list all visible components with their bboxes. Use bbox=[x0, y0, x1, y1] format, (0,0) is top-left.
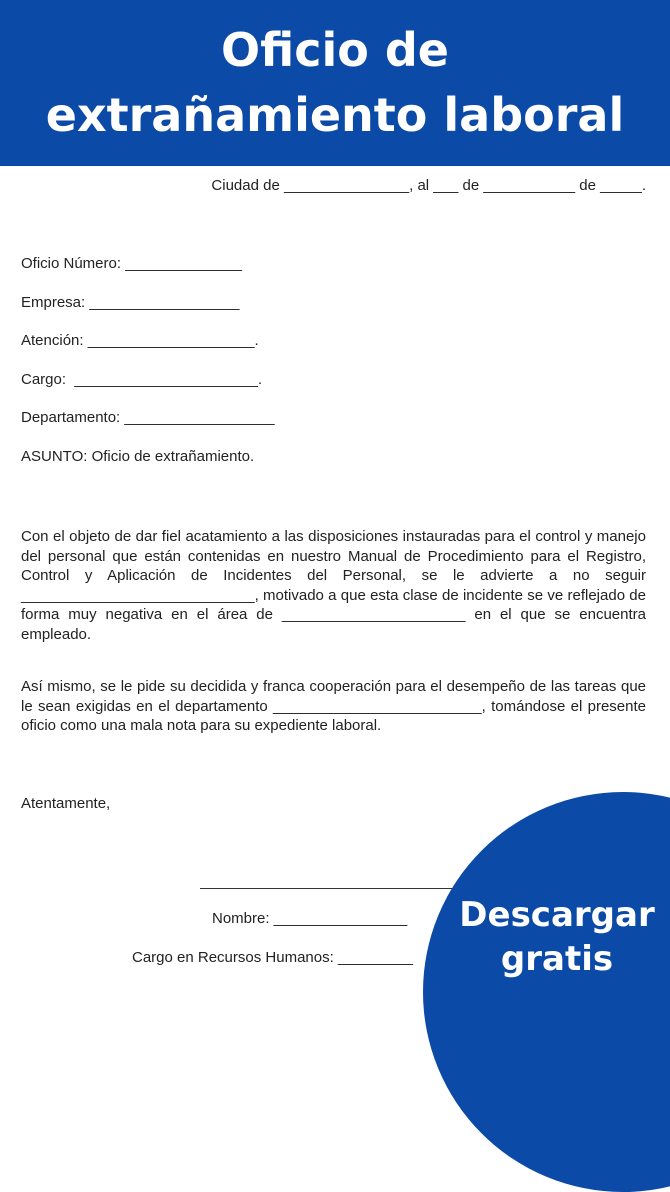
body-paragraph-2: Así mismo, se le pide su decidida y franca cooperación para el desempeño de las tareas que le sean exigidas en el departamento _________________________, tomándose el presente oficio como una mala nota para su expediente laboral. bbox=[21, 678, 646, 734]
oficio-numero-field: Oficio Número: ______________ bbox=[21, 255, 242, 272]
nombre-field: Nombre: ________________ bbox=[212, 910, 408, 927]
departamento-field: Departamento: __________________ bbox=[21, 409, 275, 426]
download-label-line-2: gratis bbox=[500, 939, 614, 979]
asunto-line: ASUNTO: Oficio de extrañamiento. bbox=[21, 448, 255, 465]
empresa-field: Empresa: __________________ bbox=[21, 294, 240, 311]
banner-title-line-1: Oficio de bbox=[221, 23, 449, 77]
cargo-rh-field: Cargo en Recursos Humanos: _________ bbox=[132, 949, 414, 966]
signature-line bbox=[200, 888, 470, 889]
banner-title-line-2: extrañamiento laboral bbox=[45, 88, 625, 142]
title-banner bbox=[0, 0, 670, 166]
closing-line: Atentamente, bbox=[21, 795, 111, 812]
city-date-line: Ciudad de _______________, al ___ de ___________ de _____. bbox=[211, 177, 646, 194]
atencion-field: Atención: ____________________. bbox=[21, 332, 259, 349]
download-button[interactable] bbox=[441, 893, 670, 981]
body-paragraph-1: Con el objeto de dar fiel acatamiento a las disposiciones instauradas para el control y manejo del personal que están contenidas en nuestro Manual de Procedimiento para el Registro, Control y Aplicación de Incidentes del Personal, se le advierte a no seguir ____________________________, motivado a que esta clase de incidente se ve reflejado de forma muy negativa en el área de ______________________ en el que se encuentra empleado. bbox=[21, 528, 646, 643]
cargo-field: Cargo: ______________________. bbox=[21, 371, 263, 388]
download-label-line-1: Descargar bbox=[459, 895, 655, 935]
